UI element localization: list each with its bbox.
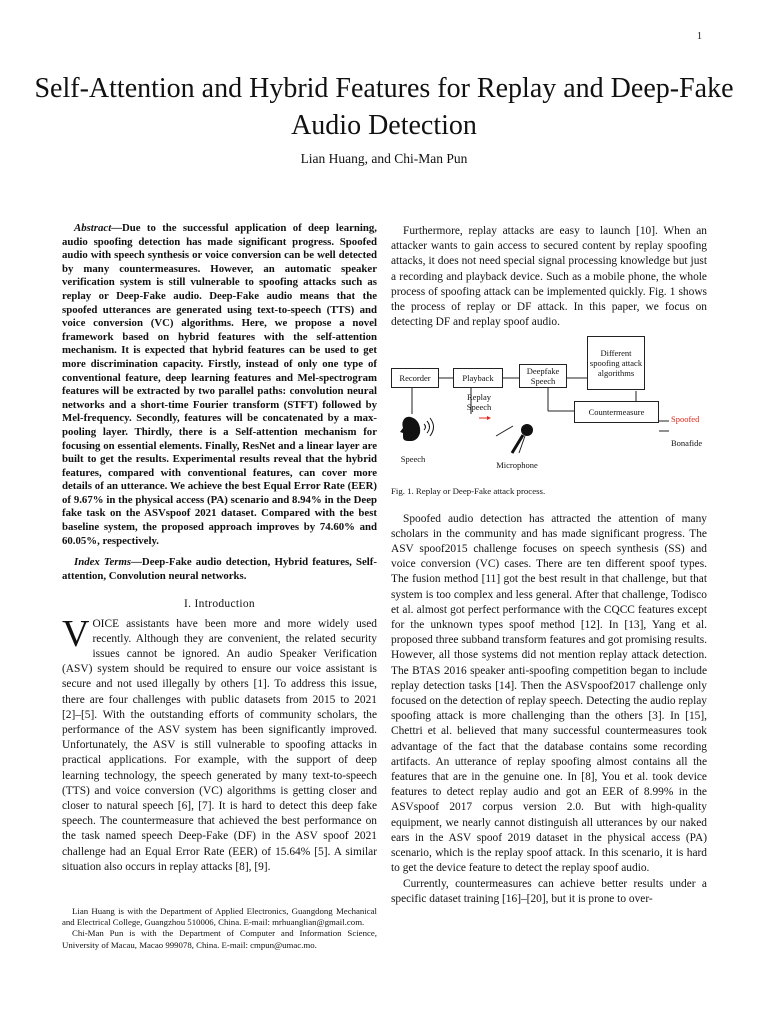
footnotes xyxy=(62,906,377,951)
spoofed-label: Spoofed xyxy=(671,414,700,425)
footnote-pun: Chi-Man Pun is with the Department of Computer and Information Science, University of Macau, Macao 999078, China. E-mail: cmpun@umac.mo. xyxy=(62,928,377,950)
microphone-icon xyxy=(512,424,533,453)
figure-icons xyxy=(391,336,707,476)
section-heading: I. Introduction xyxy=(184,598,255,611)
recorder-box: Recorder xyxy=(391,368,439,388)
figure-1 xyxy=(391,336,707,476)
index-text: —Deep-Fake audio detection, Hybrid features, Self-attention, Convolution neural networks. xyxy=(62,556,377,582)
deepfake-box: Deepfake Speech xyxy=(519,364,567,388)
replay-arrow-icon xyxy=(479,416,491,420)
page-number: 1 xyxy=(697,31,702,42)
intro-body xyxy=(62,612,377,875)
bonafide-label: Bonafide xyxy=(671,438,703,449)
algorithms-box: Different spoofing attack algorithms xyxy=(587,336,645,390)
abstract-text: —Due to the successful application of deep learning, audio spoofing detection has made significant progress. Spoofed audio with speech synthesis or voice conversion can be well detected by many countermeasures. However, an automatic speaker verification system is still vulnerable to spoofing attacks such as replay or Deep-Fake audio. Deep-Fake audio means that the spoofed utterances are generated using text-to-speech (TTS) and voice conversion (VC) algorithms. Here, we propose a novel framework based on hybrid features with the self-attention mechanism. It is expected that hybrid features can be used to get more discrimination capacity. Firstly, instead of only one type of conventional feature, deep learning features and Mel-spectrogram features will be extracted by two parallel paths: convolution neural networks and a short-time Fourier transform (STFT) followed by Mel-frequency. Secondly, features will be concatenated by a max-pooling layer. Thirdly, there is a Self-attention mechanism for focusing on essential elements. Finally, ResNet and a linear layer are built to get the results. Experimental results reveal that the hybrid features, compared with conventional features, can cover more details of an utterance. We achieve the best Equal Error Rate (EER) of 9.67% in the physical access (PA) scenario and 8.94% in the Deep fake task on the ASVspoof 2021 dataset. Compared with the best baseline system, the proposed approach improves by 74.60% and 60.05%, respectively. xyxy=(62,222,377,547)
intro-text: OICE assistants have been more and more widely used recently. Although they are convenient, the related security issues cannot be ignored. An audio Speaker Verification (ASV) system should be required to ensure our voice assistant is secure and not used illegally by others [1]. To address this issue, there are four challenges with public datasets from 2015 to 2021 [2]–[5]. With the outstanding efforts of community scholars, the performance of the ASV system has been significantly improved. Unfortunately, the ASV is still vulnerable to spoofing attacks in practical applications. For example, with the support of deep learning technology, the speech generated by many text-to-speech (TTS) and voice conversion (VC) algorithms is getting closer and closer to natural speech [6], [7]. It is hard to detect this deep fake speech. The countermeasure that achieved the best performance on the task named speech Deep-Fake (DF) in the ASV spoof 2021 challenge had an Equal Error Rate (EER) of 15.64% [5]. A similar situation also occurs in replay attacks [8], [9]. xyxy=(62,617,377,873)
speaker-head-icon xyxy=(400,417,434,441)
drop-cap: V xyxy=(62,612,90,655)
footnote-huang: Lian Huang is with the Department of Applied Electronics, Guangdong Mechanical and Electrical College, Guangzhou 510006, China. E-mail: mrhuanglian@gmail.com. xyxy=(62,906,377,928)
figure-caption: Fig. 1. Replay or Deep-Fake attack process. xyxy=(391,486,546,497)
right-paragraph-2: Spoofed audio detection has attracted the attention of many scholars in the community and has made significant progress. The ASV spoof2015 challenge focuses on speech synthesis (SS) and voice conversion (VC) cases. There are ten different spoof types. The fusion method [11] got the best result in that challenge, but that system is too complex and less general. After that challenge, Todisco et al. almost got perfect performance with the CQCC features except for the unknown types spoof method [12]. In [13], Yang et al. proposed three subband transform features and got promising results. However, all those systems did not mention replay attack detection. The BTAS 2016 speaker anti-spoofing competition began to include replay detection tasks [14]. Then the ASVspoof2017 challenge only focused on the detection of replay speech. Detecting the audio replay spoofing attack is more challenging than the others [3]. In [15], Chettri et al. believed that many successful countermeasures took advantage of the fact that the database contains some recording artifacts. An utterance of replay spoofing almost contains all the features that are in the genuine one. In [8], You et al. took device features to detect replay audio and got an EER of 8.99% in the ASVspoof 2017 corpus version 2.0. But with high-quality equipment, we nearly cannot distinguish all utterances by our naked ears in the ASV spoof 2019 dataset in the physical access (PA) scenario, which is the replay spoof attack. In this scenario, it is hard to get the device feature to detect the replay spoof audio. xyxy=(391,512,707,875)
abstract xyxy=(62,222,377,548)
left-column xyxy=(62,222,377,875)
index-label: Index Terms xyxy=(74,556,132,569)
playback-box: Playback xyxy=(453,368,503,388)
right-column xyxy=(391,224,707,907)
authors: Lian Huang, and Chi-Man Pun xyxy=(300,151,468,166)
replay-speech-label: Replay Speech xyxy=(466,392,492,413)
abstract-label: Abstract xyxy=(74,222,112,234)
countermeasure-box: Countermeasure xyxy=(574,401,659,423)
speech-label: Speech xyxy=(400,454,426,465)
index-terms xyxy=(62,556,377,583)
microphone-label: Microphone xyxy=(496,460,538,471)
right-paragraph-3: Currently, countermeasures can achieve better results under a specific dataset training [16]–[20], but it is prone to over- xyxy=(391,877,707,905)
right-paragraph-1: Furthermore, replay attacks are easy to launch [10]. When an attacker wants to gain access to secured content by replay spoofing attacks, it does not need special signal processing knowledge but just a recording and playback device. Such as a mobile phone, the whole process of spoofing attack can be implemented quickly. Fig. 1 shows the process of replay or DF attack. In this paper, we focus on detecting DF and replay spoof audio. xyxy=(391,225,707,329)
paper-title: Self-Attention and Hybrid Features for Replay and Deep-Fake Audio Detection xyxy=(34,73,734,141)
